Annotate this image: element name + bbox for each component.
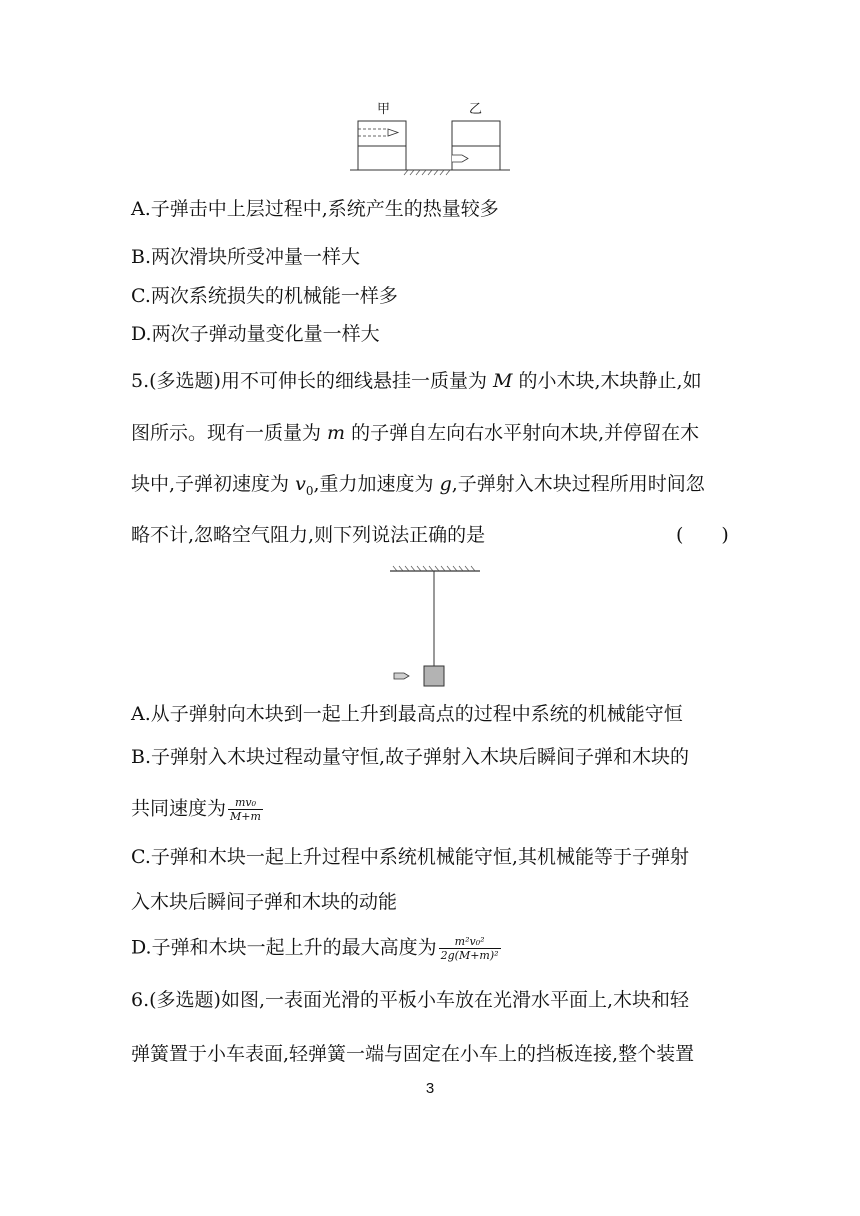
q4-option-c: C.两次系统损失的机械能一样多 (131, 285, 398, 307)
two-block-figure (350, 96, 510, 176)
fraction-max-height: $\frac{\text{m²v₀²}}{\text{2g(M+m)²}}$ (440, 935, 499, 962)
q6-stem-line1: 6.(多选题)如图,一表面光滑的平板小车放在光滑水平面上,木块和轻 (131, 989, 690, 1011)
q5-option-d: D.子弹和木块一起上升的最大高度为 $\frac{\text{m²v₀²}}{\text{2g(M+m)²}}$ (131, 935, 499, 962)
q5-stem-line1: 5.(多选题)用不可伸长的细线悬挂一质量为 M 的小木块,木块静止,如 (131, 370, 702, 392)
label-jia: 甲 (377, 102, 391, 117)
q5-stem-line3: 块中,子弹初速度为 $v_0$,重力加速度为 g,子弹射入木块过程所用时间忽 (131, 473, 705, 498)
q5-option-c-line1: C.子弹和木块一起上升过程中系统机械能守恒,其机械能等于子弹射 (131, 846, 689, 868)
q5-option-b-line2: 共同速度为 $\frac{\text{mv₀}}{M+m}$ (131, 796, 261, 823)
q5-option-b-line1: B.子弹射入木块过程动量守恒,故子弹射入木块后瞬间子弹和木块的 (131, 746, 690, 768)
q5-stem-line4: 略不计,忽略空气阻力,则下列说法正确的是 (131, 524, 486, 546)
pendulum-figure (385, 565, 485, 690)
q4-option-a: A.子弹击中上层过程中,系统产生的热量较多 (131, 198, 499, 220)
page-number: 3 (425, 1080, 435, 1097)
q6-stem-line2: 弹簧置于小车表面,轻弹簧一端与固定在小车上的挡板连接,整个装置 (131, 1043, 695, 1065)
q4-option-b: B.两次滑块所受冲量一样大 (131, 246, 361, 268)
q5-option-c-line2: 入木块后瞬间子弹和木块的动能 (131, 891, 398, 913)
q4-option-d: D.两次子弹动量变化量一样大 (131, 323, 380, 345)
label-yi: 乙 (469, 102, 483, 117)
q5-stem-line2: 图所示。现有一质量为 m 的子弹自左向右水平射向木块,并停留在木 (131, 422, 700, 444)
fraction-common-velocity: $\frac{\text{mv₀}}{M+m}$ (230, 796, 261, 823)
q5-option-a: A.从子弹射向木块到一起上升到最高点的过程中系统的机械能守恒 (131, 703, 683, 725)
answer-paren: ( ) (676, 524, 729, 546)
